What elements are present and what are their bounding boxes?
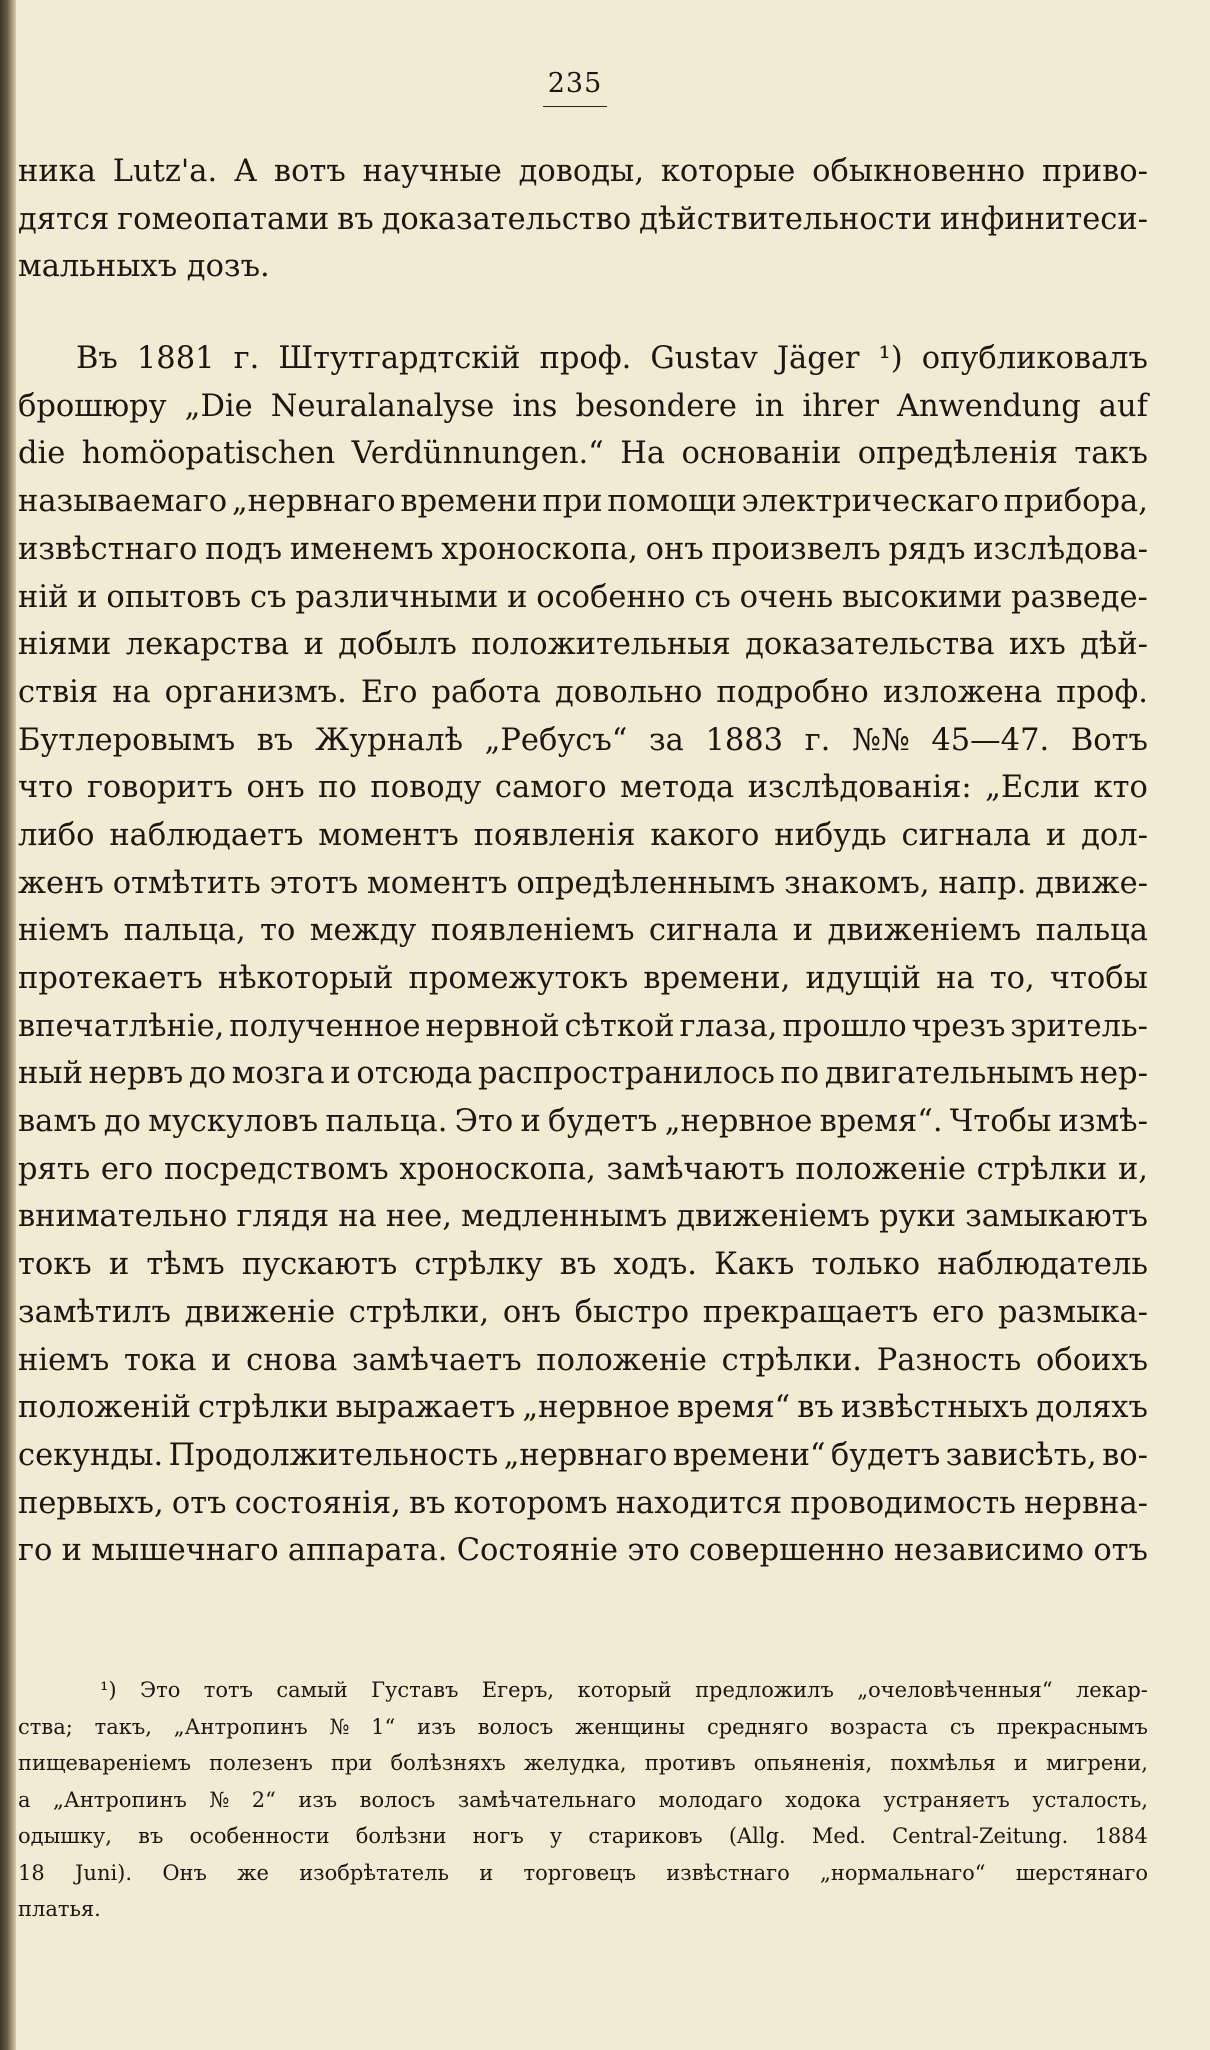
- body-line: рять его посредствомъ хроноскопа, замѣчаютъ положеніе стрѣлки и,: [18, 1151, 1148, 1187]
- body-line: женъ отмѣтить этотъ моментъ опредѣленнымъ знакомъ, напр. движе-: [18, 865, 1148, 901]
- footnote-line: одышку, въ особенности болѣзни ногъ у стариковъ (Allg. Med. Central-Zeitung. 1884: [18, 1824, 1148, 1848]
- body-line: протекаетъ нѣкоторый промежутокъ времени, идущій на то, чтобы: [18, 961, 1148, 996]
- body-line: секунды. Продолжительность „нервнаго времени“ будетъ зависѣть, во-: [18, 1437, 1148, 1473]
- footnote-line: ства; такъ, „Антропинъ № 1“ изъ волосъ женщины средняго возраста съ прекраснымъ: [18, 1714, 1148, 1739]
- footnote-line: платья.: [18, 1897, 101, 1921]
- body-line: ника Lutz'a. А вотъ научные доводы, которые обыкновенно приво-: [18, 154, 1148, 189]
- body-line: die homöopatischen Verdünnungen.“ На основаніи опредѣленія такъ: [18, 436, 1148, 472]
- body-line: ній и опытовъ съ различными и особенно съ очень высокими разведе-: [18, 579, 1148, 615]
- footnote-line: ¹) Это тотъ самый Густавъ Егеръ, который предложилъ „очеловѣченныя“ лекар-: [100, 1678, 1148, 1702]
- body-line: что говоритъ онъ по поводу самого метода изслѣдованія: „Если кто: [18, 770, 1148, 806]
- body-line: вамъ до мускуловъ пальца. Это и будетъ „нервное время“. Чтобы измѣ-: [18, 1104, 1148, 1140]
- body-line: извѣстнаго подъ именемъ хроноскопа, онъ произвелъ рядъ изслѣдова-: [18, 531, 1148, 567]
- body-line: первыхъ, отъ состоянія, въ которомъ находится проводимость нервна-: [18, 1485, 1148, 1521]
- footnote-line: 18 Juni). Онъ же изобрѣтатель и торговецъ извѣстнаго „нормальнаго“ шерстянаго: [18, 1860, 1148, 1885]
- body-line: ніями лекарства и добылъ положительныя доказательства ихъ дѣй-: [18, 627, 1148, 663]
- footnotes: [18, 1672, 1148, 1928]
- body-line: го и мышечнаго аппарата. Состояніе это совершенно независимо отъ: [18, 1533, 1148, 1569]
- body-line: ніемъ пальца, то между появленіемъ сигнала и движеніемъ пальца: [18, 913, 1148, 949]
- body-line: мальныхъ дозъ.: [18, 249, 270, 285]
- body-line: впечатлѣніе, полученное нервной сѣткой глаза, прошло чрезъ зритель-: [18, 1008, 1148, 1044]
- body-line: называемаго „нервнаго времени при помощи электрическаго прибора,: [18, 484, 1148, 520]
- footnote-line: пищевареніемъ полезенъ при болѣзняхъ желудка, противъ опьяненія, похмѣлья и мигрени,: [18, 1751, 1148, 1775]
- body-line: внимательно глядя на нее, медленнымъ движеніемъ руки замыкаютъ: [18, 1199, 1148, 1235]
- body-line: замѣтилъ движеніе стрѣлки, онъ быстро прекращаетъ его размыка-: [18, 1294, 1148, 1330]
- body-line: либо наблюдаетъ моментъ появленія какого нибудь сигнала и дол-: [18, 817, 1148, 853]
- body-line: дятся гомеопатами въ доказательство дѣйствительности инфинитеси-: [18, 201, 1148, 237]
- body-line: брошюру „Die Neuralanalyse ins besondere in ihrer Anwendung auf: [18, 388, 1148, 424]
- page-number: 235: [547, 68, 603, 99]
- body-line: Бутлеровымъ въ Журналѣ „Ребусъ“ за 1883 г. №№ 45—47. Вотъ: [18, 722, 1148, 758]
- body-line: токъ и тѣмъ пускаютъ стрѣлку въ ходъ. Какъ только наблюдатель: [18, 1247, 1148, 1283]
- body-text: [18, 148, 1148, 1575]
- page-number-rule: [543, 106, 607, 107]
- body-line: ный нервъ до мозга и отсюда распространилось по двигательнымъ нер-: [18, 1056, 1148, 1092]
- body-line: Въ 1881 г. Штутгардтскій проф. Gustav Jäger ¹) опубликовалъ: [76, 341, 1148, 377]
- body-line: ніемъ тока и снова замѣчаетъ положеніе стрѣлки. Разность обоихъ: [18, 1342, 1148, 1378]
- body-line: положеній стрѣлки выражаетъ „нервное время“ въ извѣстныхъ доляхъ: [18, 1390, 1148, 1426]
- body-line: ствія на организмъ. Его работа довольно подробно изложена проф.: [18, 674, 1148, 710]
- footnote-line: а „Антропинъ № 2“ изъ волосъ замѣчательнаго молодаго ходока устраняетъ усталость,: [18, 1787, 1148, 1812]
